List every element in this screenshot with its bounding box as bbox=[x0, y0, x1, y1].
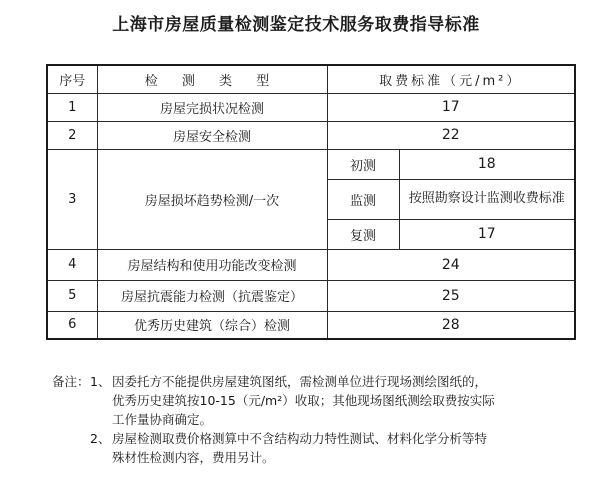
note-line: 殊材性检测内容，费用另计。 bbox=[112, 450, 275, 465]
notes-section bbox=[52, 372, 582, 467]
note-line: 因委托方不能提供房屋建筑图纸，需检测单位进行现场测绘图纸的， bbox=[112, 374, 488, 389]
row-no: 5 bbox=[47, 280, 97, 311]
row-no: 6 bbox=[47, 311, 97, 339]
table-header-row bbox=[47, 65, 575, 93]
table-row bbox=[47, 280, 575, 311]
table-row bbox=[47, 311, 575, 339]
header-fee: 取费标准（元/m²） bbox=[327, 65, 575, 93]
sub-row-label: 复测 bbox=[327, 219, 399, 249]
header-type: 检 测 类 型 bbox=[97, 65, 327, 93]
note-line: 优秀历史建筑按10-15（元/m²）收取；其他现场图纸测绘取费按实际 bbox=[112, 393, 495, 408]
row-fee: 25 bbox=[327, 280, 575, 311]
table-row bbox=[47, 93, 575, 121]
table-row bbox=[47, 121, 575, 149]
note-index: 1、 bbox=[90, 374, 111, 389]
row-type: 房屋结构和使用功能改变检测 bbox=[97, 249, 327, 280]
table-row bbox=[47, 149, 575, 179]
note-line: 房屋检测取费价格测算中不含结构动力特性测试、材料化学分析等特 bbox=[112, 431, 488, 446]
row-type: 房屋完损状况检测 bbox=[97, 93, 327, 121]
note-line: 工作量协商确定。 bbox=[112, 412, 213, 427]
sub-row-fee: 17 bbox=[399, 219, 575, 249]
row-fee: 24 bbox=[327, 249, 575, 280]
notes-prefix: 备注： bbox=[52, 374, 90, 389]
note-index: 2、 bbox=[90, 431, 111, 446]
row-type: 房屋安全检测 bbox=[97, 121, 327, 149]
row-fee: 28 bbox=[327, 311, 575, 339]
row-fee: 22 bbox=[327, 121, 575, 149]
row-no: 4 bbox=[47, 249, 97, 280]
sub-row-fee: 按照勘察设计监测收费标准 bbox=[399, 179, 575, 219]
row-no: 3 bbox=[47, 149, 97, 249]
row-type: 优秀历史建筑（综合）检测 bbox=[97, 311, 327, 339]
note-item bbox=[52, 372, 582, 391]
row-fee: 17 bbox=[327, 93, 575, 121]
note-item bbox=[52, 429, 582, 448]
document-title: 上海市房屋质量检测鉴定技术服务取费指导标准 bbox=[112, 15, 480, 35]
row-no: 1 bbox=[47, 93, 97, 121]
sub-row-fee: 18 bbox=[399, 149, 575, 179]
row-type: 房屋损坏趋势检测/一次 bbox=[97, 149, 327, 249]
sub-row-label: 监测 bbox=[327, 179, 399, 219]
header-no: 序号 bbox=[47, 65, 97, 93]
sub-row-label: 初测 bbox=[327, 149, 399, 179]
table-row bbox=[47, 249, 575, 280]
fee-table bbox=[46, 64, 576, 340]
row-type: 房屋抗震能力检测（抗震鉴定） bbox=[97, 280, 327, 311]
row-no: 2 bbox=[47, 121, 97, 149]
